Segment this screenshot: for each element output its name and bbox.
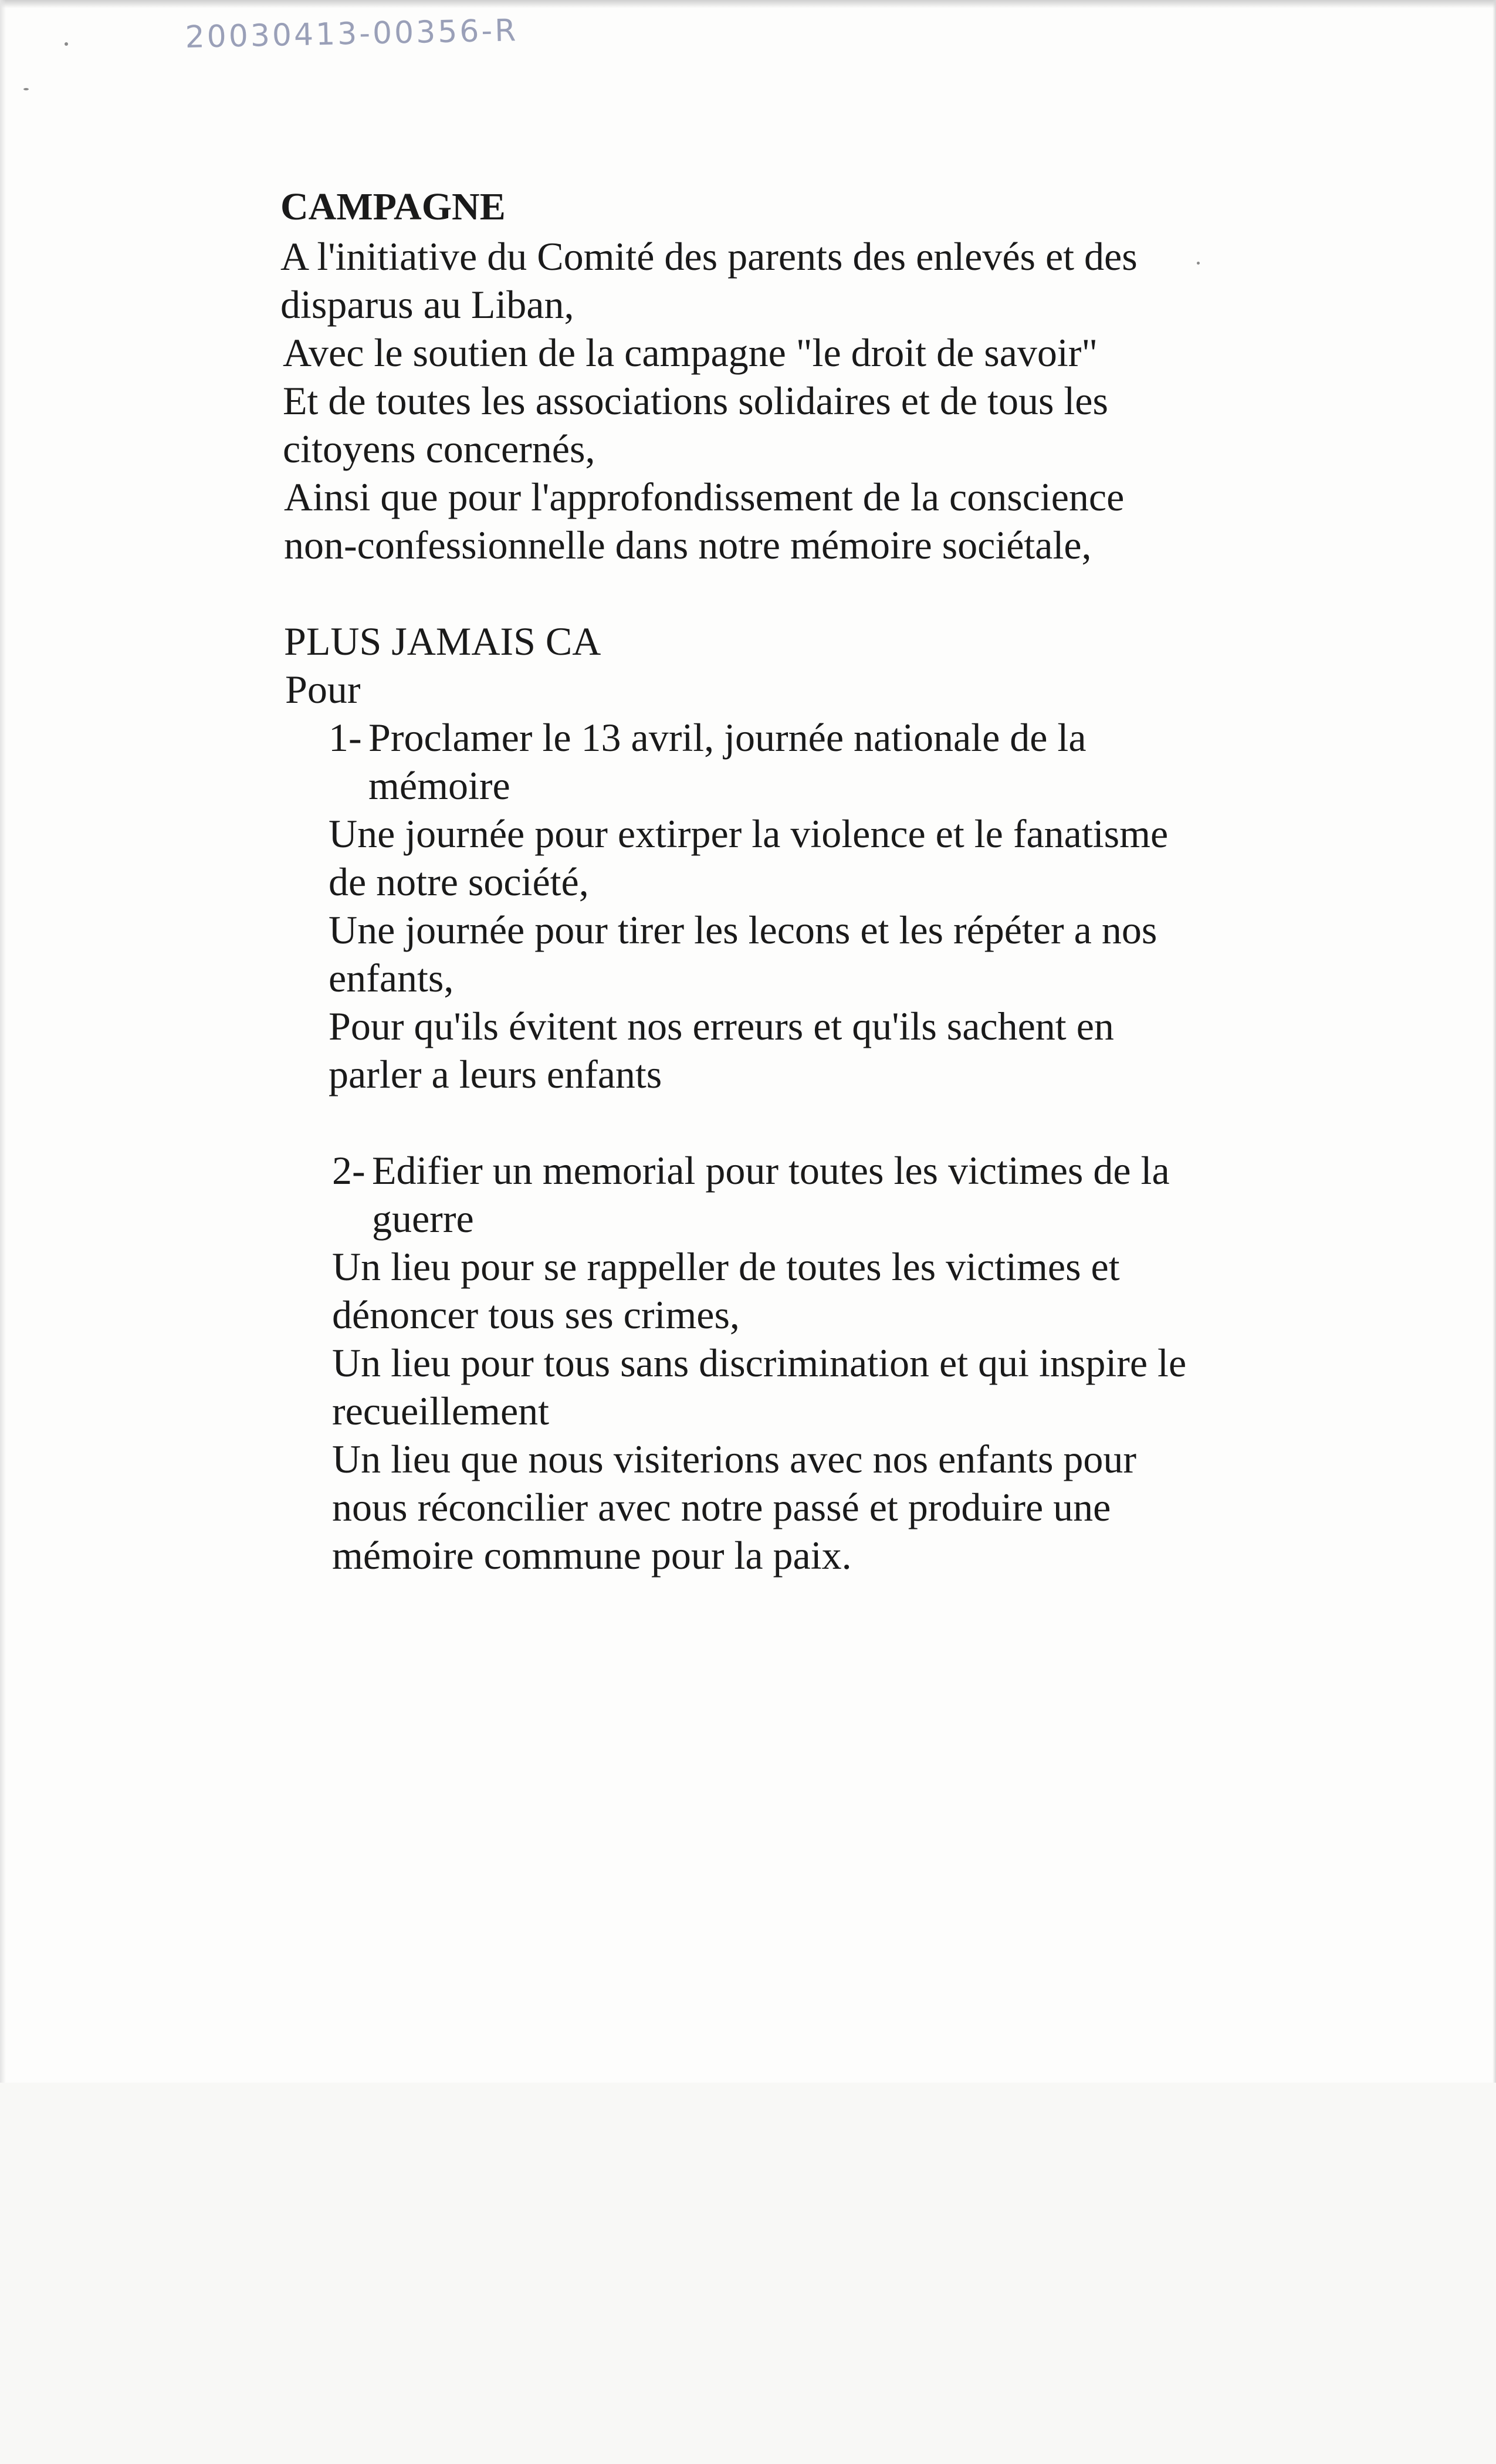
- item-2-body-line: nous réconcilier avec notre passé et produire une: [332, 1485, 1111, 1529]
- item-1-body-line: Une journée pour tirer les lecons et les répéter a nos: [329, 908, 1157, 952]
- handwritten-reference-number: 20030413-00356-R: [185, 13, 519, 55]
- item-2-heading: Edifier un memorial pour toutes les victimes de la: [372, 1148, 1170, 1193]
- intro-line: Ainsi que pour l'approfondissement de la conscience: [284, 475, 1125, 519]
- item-2-body-line: recueillement: [332, 1389, 550, 1433]
- item-2-body-line: dénoncer tous ses crimes,: [332, 1292, 740, 1337]
- slogan: PLUS JAMAIS CA: [284, 619, 601, 664]
- item-1-heading: Proclamer le 13 avril, journée nationale de la: [368, 715, 1087, 760]
- scan-lower-band: [0, 2083, 1496, 2464]
- intro-line: non-confessionnelle dans notre mémoire sociétale,: [284, 523, 1092, 567]
- item-2-number: 2-: [332, 1148, 365, 1193]
- item-2-body-line: Un lieu pour se rappeller de toutes les victimes et: [332, 1244, 1120, 1289]
- item-1-body-line: Une journée pour extirper la violence et le fanatisme: [329, 811, 1169, 856]
- item-2-body-line: Un lieu que nous visiterions avec nos enfants pour: [332, 1437, 1137, 1481]
- pour-label: Pour: [285, 667, 361, 712]
- item-1-body-line: enfants,: [329, 956, 454, 1000]
- item-1-heading: mémoire: [368, 763, 510, 808]
- item-2-body-line: Un lieu pour tous sans discrimination et qui inspire le: [332, 1341, 1187, 1385]
- document-title: CAMPAGNE: [280, 185, 506, 228]
- intro-line: Et de toutes les associations solidaires et de tous les: [283, 378, 1108, 423]
- item-1-body-line: de notre société,: [329, 859, 589, 904]
- intro-line: citoyens concernés,: [283, 427, 595, 471]
- item-1-body-line: Pour qu'ils évitent nos erreurs et qu'ils sachent en: [329, 1004, 1114, 1048]
- intro-line: A l'initiative du Comité des parents des enlevés et des: [280, 234, 1138, 279]
- item-1-number: 1-: [329, 715, 362, 760]
- item-2-body-line: mémoire commune pour la paix.: [332, 1533, 852, 1578]
- item-1-body-line: parler a leurs enfants: [329, 1052, 662, 1096]
- intro-line: Avec le soutien de la campagne "le droit de savoir": [283, 330, 1098, 375]
- item-2-heading: guerre: [372, 1196, 474, 1241]
- intro-line: disparus au Liban,: [280, 282, 574, 327]
